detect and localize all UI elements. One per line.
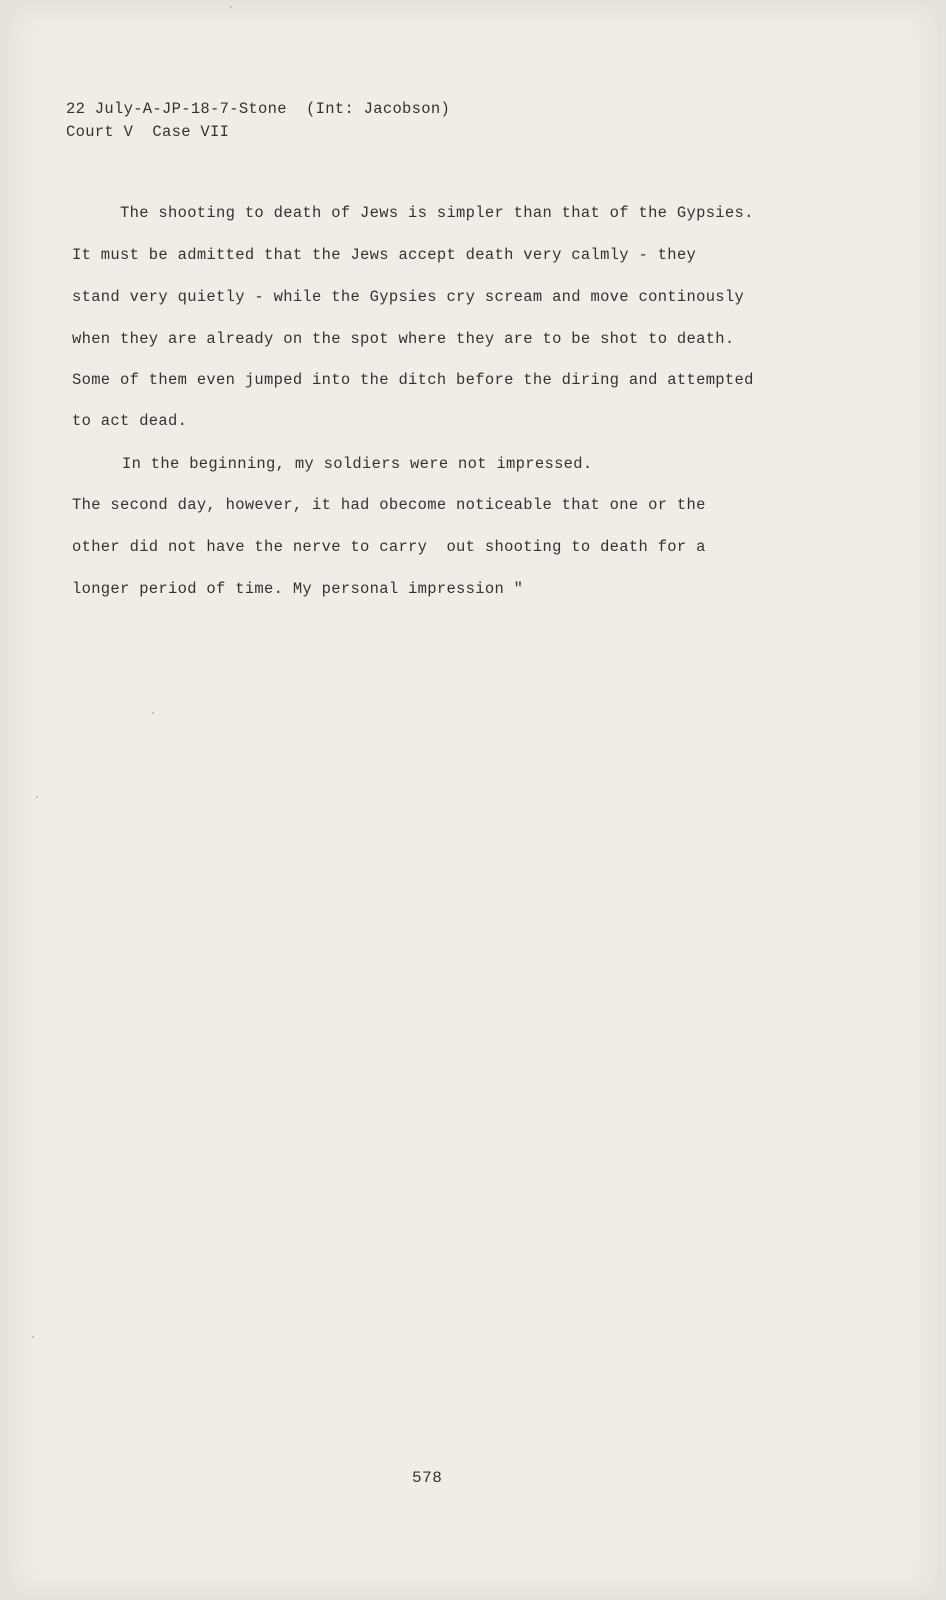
body-text-line: The shooting to death of Jews is simpler than that of the Gypsies. (120, 204, 754, 222)
paper-speck (32, 1336, 34, 1338)
header-reference-line: 22 July-A-JP-18-7-Stone (Int: Jacobson) (66, 100, 451, 118)
body-text-line: when they are already on the spot where they are to be shot to death. (72, 330, 735, 348)
page-number: 578 (412, 1469, 443, 1487)
paper-speck (152, 712, 154, 714)
body-text-line: In the beginning, my soldiers were not impressed. (122, 455, 593, 473)
paper-speck (230, 6, 232, 8)
body-text-line: Some of them even jumped into the ditch before the diring and attempted (72, 371, 754, 389)
body-text-line: It must be admitted that the Jews accept death very calmly - they (72, 246, 697, 264)
body-text-line: to act dead. (72, 412, 188, 430)
body-text-line: stand very quietly - while the Gypsies cry scream and move continously (72, 288, 745, 306)
document-page (8, 4, 938, 1596)
paper-speck (36, 796, 38, 798)
body-text-line: other did not have the nerve to carry out shooting to death for a (72, 538, 706, 556)
body-text-line: The second day, however, it had obecome noticeable that one or the (72, 496, 706, 514)
header-court-case-line: Court V Case VII (66, 123, 230, 141)
body-text-line: longer period of time. My personal impression " (72, 580, 524, 598)
